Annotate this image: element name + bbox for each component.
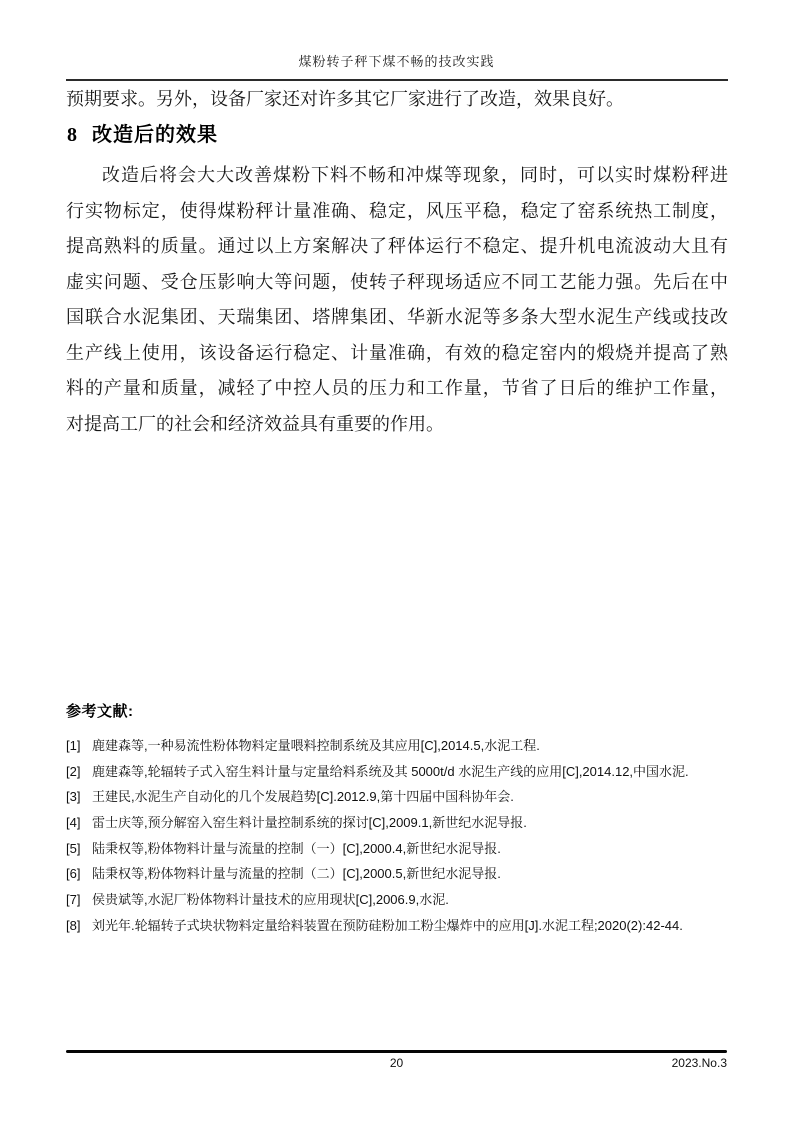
footer-rule — [66, 1050, 727, 1053]
reference-label: [7] — [66, 892, 81, 908]
header-rule — [66, 79, 728, 81]
paragraph-line: 改造后将会大大改善煤粉下料不畅和冲煤等现象，同时，可以实时煤粉秤进 — [102, 165, 728, 185]
references-section — [66, 700, 766, 939]
reference-item — [66, 913, 766, 939]
reference-item — [66, 861, 766, 887]
section-heading — [67, 118, 218, 147]
reference-label: [1] — [66, 738, 81, 753]
reference-label: [4] — [66, 815, 81, 831]
issue-label: 2023.No.3 — [671, 1056, 727, 1070]
reference-text: 陆秉权等,粉体物料计量与流量的控制（二）[C],2000.5,新世纪水泥导报. — [92, 866, 501, 882]
reference-item — [66, 759, 766, 785]
reference-label: [6] — [66, 866, 81, 882]
reference-text: 鹿建森等,一种易流性粉体物料定量喂料控制系统及其应用[C],2014.5,水泥工程. — [92, 738, 540, 753]
paragraph-line: 生产线上使用，该设备运行稳定、计量准确，有效的稳定窑内的煅烧并提高了熟 — [66, 342, 728, 363]
reference-label: [2] — [66, 763, 81, 779]
paragraph-line: 虚实问题、受仓压影响大等问题，使转子秤现场适应不同工艺能力强。先后在中 — [66, 271, 728, 292]
running-header-title: 煤粉转子秤下煤不畅的技改实践 — [298, 54, 495, 69]
reference-item — [66, 733, 766, 759]
reference-label: [3] — [66, 789, 81, 805]
paragraph-continuation-line: 预期要求。另外，设备厂家还对许多其它厂家进行了改造，效果良好。 — [66, 89, 624, 109]
references-title: 参考文献: — [66, 703, 134, 720]
reference-item — [66, 887, 766, 913]
body-paragraph — [66, 158, 728, 442]
reference-text: 王建民,水泥生产自动化的几个发展趋势[C].2012.9,第十四届中国科协年会. — [92, 789, 514, 805]
paragraph-line: 提高熟料的质量。通过以上方案解决了秤体运行不稳定、提升机电流波动大且有 — [66, 236, 728, 256]
page-number: 20 — [389, 1056, 404, 1070]
reference-text: 侯贵斌等,水泥厂粉体物料计量技术的应用现状[C],2006.9,水泥. — [92, 892, 449, 908]
reference-item — [66, 810, 766, 836]
reference-label: [5] — [66, 840, 81, 856]
section-number: 8 — [67, 124, 77, 146]
reference-text: 刘光年.轮辐转子式块状物料定量给料装置在预防硅粉加工粉尘爆炸中的应用[J].水泥工程;2020(2):42-44. — [92, 917, 683, 933]
reference-label: [8] — [66, 917, 81, 933]
paragraph-line: 国联合水泥集团、天瑞集团、塔牌集团、华新水泥等多条大型水泥生产线或技改 — [66, 307, 728, 327]
reference-text: 陆秉权等,粉体物料计量与流量的控制（一）[C],2000.4,新世纪水泥导报. — [92, 840, 501, 856]
reference-text: 雷士庆等,预分解窑入窑生料计量控制系统的探讨[C],2009.1,新世纪水泥导报. — [92, 815, 527, 831]
paragraph-line: 行实物标定，使得煤粉秤计量准确、稳定，风压平稳，稳定了窑系统热工制度， — [66, 200, 728, 221]
paragraph-line: 对提高工厂的社会和经济效益具有重要的作用。 — [66, 413, 444, 434]
reference-text: 鹿建森等,轮辐转子式入窑生料计量与定量给料系统及其 5000t/d 水泥生产线的应用[C],2014.12,中国水泥. — [92, 763, 689, 779]
section-title: 改造后的效果 — [92, 124, 218, 146]
paragraph-line: 料的产量和质量，减轻了中控人员的压力和工作量，节省了日后的维护工作量， — [66, 378, 728, 398]
reference-item — [66, 836, 766, 862]
reference-item — [66, 784, 766, 810]
